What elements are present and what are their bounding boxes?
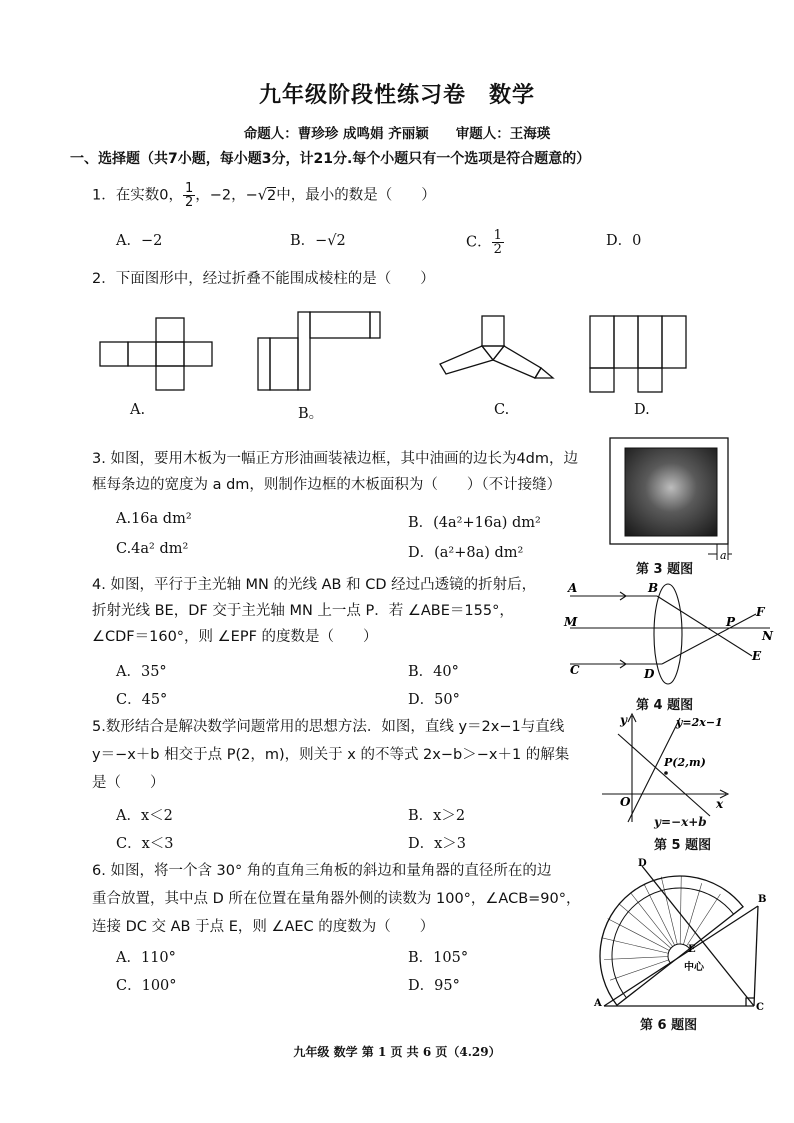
q4-label-e: E: [752, 649, 762, 663]
q4-label-m: M: [564, 615, 578, 629]
line-2x-minus-1: [628, 718, 680, 822]
section-heading: 一、选择题（共7小题，每小题3分，计21分.每个小题只有一个选项是符合题意的）: [70, 151, 591, 167]
q1-option-c-fraction: [492, 229, 504, 256]
q6-option-c: C．100°: [116, 978, 177, 994]
q2-stem: 2．下面图形中，经过折叠不能围成棱柱的是（ ）: [92, 271, 435, 287]
q3-option-c: C.4a² dm²: [116, 541, 189, 557]
q4-label-f: F: [756, 605, 765, 619]
q6-label-d: D: [638, 858, 647, 869]
q3-option-a: A.16a dm²: [116, 511, 192, 527]
q2-nets-figure: [90, 308, 710, 398]
q3-line1: 3. 如图，要用木板为一幅正方形油画装裱边框，其中油画的边长为4dm，边: [92, 451, 578, 467]
q4-line2: 折射光线 BE，DF 交于主光轴 MN 上一点 P．若 ∠ABE＝155°，: [92, 603, 514, 619]
q3-line2: 框每条边的宽度为 a dm，则制作边框的木板面积为（ ）（不计接缝）: [92, 477, 562, 493]
net-c-shape: [440, 316, 553, 378]
q6-option-a: A．110°: [116, 950, 176, 966]
convex-lens: [654, 584, 682, 684]
q4-label-a: A: [568, 581, 578, 595]
q6-line1: 6. 如图，将一个含 30° 角的直角三角板的斜边和量角器的直径所在的边: [92, 863, 552, 879]
q1-root-val: 2: [267, 187, 277, 204]
q5-caption: 第 5 题图: [654, 838, 712, 853]
q5-option-a: A．x＜2: [116, 808, 173, 824]
q2-label-d: D.: [634, 402, 650, 418]
q1-option-d: D．0: [606, 233, 642, 249]
q6-label-c: C: [756, 1002, 764, 1012]
q6-line2: 重合放置，其中点 D 所在位置在量角器外侧的读数为 100°，∠ACB=90°，: [92, 891, 581, 907]
q5-label-eq1: y=2x−1: [676, 716, 723, 729]
q6-label-b: B: [758, 894, 767, 905]
q6-caption: 第 6 题图: [640, 1018, 698, 1033]
net-d-shape: [590, 316, 686, 392]
q5-label-eq2: y=−x+b: [654, 815, 707, 829]
q4-option-a: A．35°: [116, 664, 167, 680]
q1-c-num: 1: [493, 228, 502, 243]
net-a-shape: [100, 318, 212, 390]
q2-label-b: B。: [298, 406, 324, 422]
q3-figure: [608, 436, 732, 566]
q6-label-a: A: [594, 998, 602, 1009]
q4-line3: ∠CDF＝160°，则 ∠EPF 的度数是（ ）: [92, 629, 378, 645]
q1-frac-den: 2: [184, 195, 194, 210]
q5-graph-figure: [598, 710, 748, 830]
oil-painting: [625, 448, 717, 536]
page-title: 九年级阶段性练习卷 数学: [258, 83, 535, 108]
q5-line2: y＝−x＋b 相交于点 P(2，m)，则关于 x 的不等式 2x−b＞−x＋1 的解集: [92, 747, 570, 763]
q5-option-c: C．x＜3: [116, 836, 174, 852]
q3-label-a: a: [720, 549, 727, 562]
q1-option-b: B．−√2: [290, 233, 346, 249]
q1-mid: ，−2，−: [195, 187, 258, 204]
q6-option-b: B．105°: [408, 950, 469, 966]
q5-label-o: O: [620, 795, 631, 809]
net-b-shape: [258, 312, 380, 390]
q4-option-b: B．40°: [408, 664, 459, 680]
q4-option-d: D．50°: [408, 692, 460, 708]
q3-caption: 第 3 题图: [636, 562, 694, 577]
q2-label-a: A.: [130, 402, 146, 418]
q5-label-p: P(2,m): [664, 756, 706, 769]
authors-line: 命题人：曹珍珍 成鸣娟 齐丽颖 审题人：王海瑛: [243, 126, 551, 142]
q4-option-c: C．45°: [116, 692, 168, 708]
q1-frac-num: 1: [184, 181, 194, 196]
q3-option-d: D．(a²+8a) dm²: [408, 545, 524, 561]
q5-label-y: y: [620, 713, 627, 727]
q5-label-x: x: [716, 797, 724, 811]
page-footer: 九年级 数学 第 1 页 共 6 页（4.29）: [293, 1045, 501, 1059]
q1-stem: [92, 182, 436, 209]
q5-line1: 5.数形结合是解决数学问题常用的思想方法．如图，直线 y＝2x−1与直线: [92, 719, 565, 735]
q4-label-d: D: [644, 667, 655, 681]
q4-lens-figure: [560, 578, 782, 690]
q4-label-n: N: [762, 629, 773, 643]
q2-label-c: C.: [494, 402, 510, 418]
q6-protractor-figure: [590, 856, 770, 1012]
q5-line3: 是（ ）: [92, 775, 165, 791]
q5-option-d: D．x＞3: [408, 836, 467, 852]
q1-fraction: [183, 182, 195, 209]
q5-option-b: B．x＞2: [408, 808, 466, 824]
q6-label-center: 中心: [684, 962, 704, 973]
q4-label-b: B: [648, 581, 659, 595]
q1-option-c: [466, 229, 504, 256]
q6-line3: 连接 DC 交 AB 于点 E，则 ∠AEC 的度数为（ ）: [92, 919, 435, 935]
q4-label-c: C: [570, 663, 580, 677]
q1-root-sign: √: [257, 187, 268, 204]
q1-suffix: 中，最小的数是（ ）: [276, 187, 436, 204]
q6-label-e: E: [688, 944, 696, 955]
q3-option-b: B．(4a²+16a) dm²: [408, 515, 541, 531]
q1-option-a: A．−2: [116, 233, 163, 249]
q1-option-c-label: C．: [466, 234, 492, 251]
q6-option-d: D．95°: [408, 978, 460, 994]
q1-prefix: 1．在实数0，: [92, 187, 183, 204]
q1-c-den: 2: [493, 242, 502, 257]
q4-line1: 4. 如图，平行于主光轴 MN 的光线 AB 和 CD 经过凸透镜的折射后，: [92, 577, 537, 593]
q4-label-p: P: [726, 615, 736, 629]
q4-caption: 第 4 题图: [636, 698, 694, 713]
